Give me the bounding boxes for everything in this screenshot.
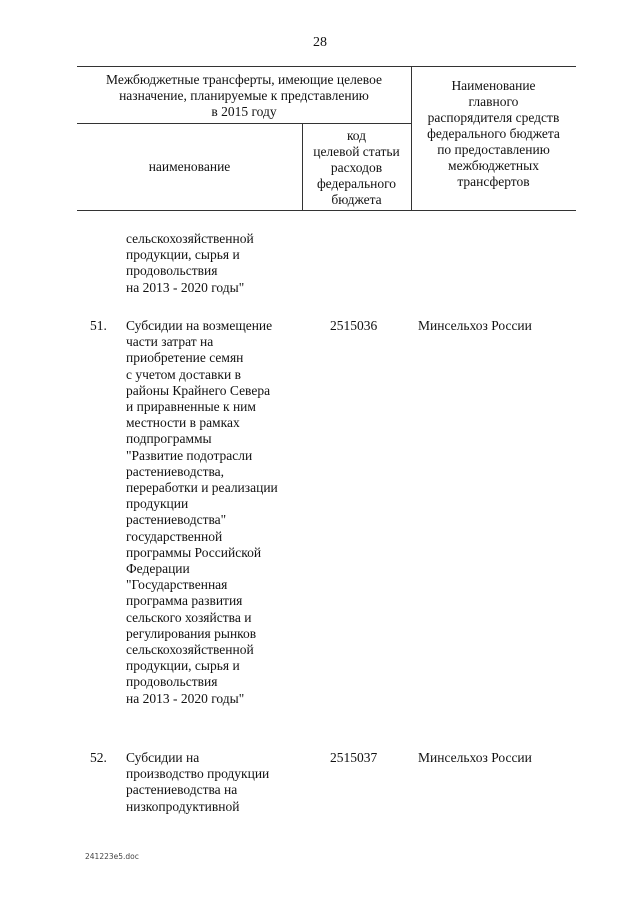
row-52-admin: Минсельхоз России bbox=[418, 750, 532, 765]
row-52-number: 52. bbox=[90, 750, 107, 765]
row-51-number: 51. bbox=[90, 318, 107, 333]
row-51-name: Субсидии на возмещение части затрат на приобретение семян с учетом доставки в районы Крайнего Севера и приравненные к ним местности в рамках подпрограммы "Развитие подотрасли растениеводства, переработки и реализации продукции растениеводства" государственной программы Российской Федерации "Государственная программа развития сельского хозяйства и регулирования рынков сельскохозяйственной продукции, сырья и продовольствия на 2013 - 2020 годы" bbox=[126, 318, 278, 706]
header-col-admin: Наименование главного распорядителя средств федерального бюджета по предоставлению межбюджетных трансфертов bbox=[427, 78, 560, 189]
row-51-admin: Минсельхоз России bbox=[418, 318, 532, 333]
header-col-code: код целевой статьи расходов федерального бюджета bbox=[313, 128, 400, 207]
header-bottom-rule bbox=[77, 210, 576, 211]
header-col-name: наименование bbox=[148, 159, 231, 174]
row-52-name: Субсидии на производство продукции растениеводства на низкопродуктивной bbox=[126, 750, 270, 814]
page-number: 28 bbox=[313, 35, 327, 50]
header-top-rule bbox=[77, 66, 576, 67]
header-group-title: Межбюджетные трансферты, имеющие целевое назначение, планируемые к представлению в 2015 году bbox=[106, 72, 382, 119]
row-52-code: 2515037 bbox=[330, 750, 378, 765]
footer-filename: 241223e5.doc bbox=[85, 852, 139, 861]
header-sub-rule bbox=[77, 123, 411, 124]
row-51-code: 2515036 bbox=[330, 318, 378, 333]
continuation-text: сельскохозяйственной продукции, сырья и продовольствия на 2013 - 2020 годы" bbox=[126, 231, 254, 295]
